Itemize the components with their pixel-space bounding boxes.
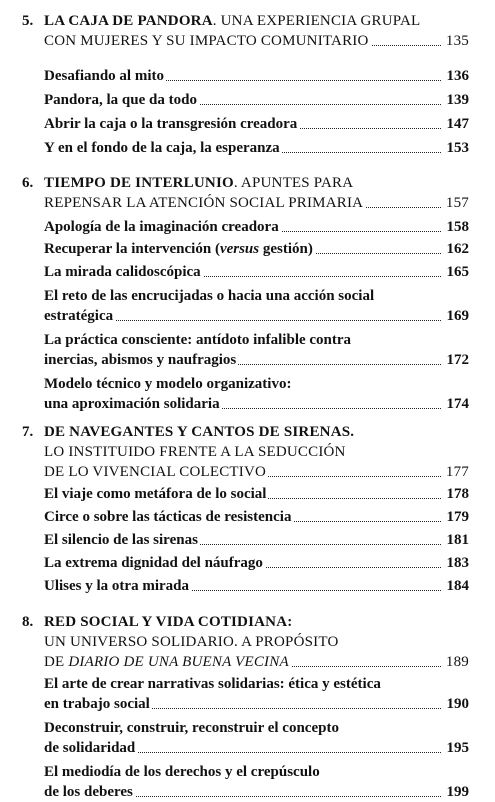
page-number: 136	[444, 66, 470, 86]
toc-entry: Circe o sobre las tácticas de resistencia 179	[44, 509, 469, 525]
chapter-title-line: RED SOCIAL Y VIDA COTIDIANA:	[44, 614, 293, 630]
page-number: 174	[444, 394, 470, 414]
chapter-number: 7.	[22, 424, 34, 440]
page-number: 172	[444, 350, 470, 370]
chapter-title-line: LA CAJA DE PANDORA. UNA EXPERIENCIA GRUPAL	[44, 13, 421, 29]
toc-entry: El arte de crear narrativas solidarias: ética y estética en trabajo social 190	[44, 676, 469, 712]
toc-entry: La mirada calidoscópica 165	[44, 264, 469, 280]
page-number: 169	[444, 306, 470, 326]
chapter-title	[44, 612, 469, 672]
chapter-title-line: DE NAVEGANTES Y CANTOS DE SIRENAS.	[44, 424, 355, 440]
chapter-title-line: DE DIARIO DE UNA BUENA VECINA 189	[44, 654, 469, 670]
toc-entry: Desafiando al mito 136	[44, 68, 469, 84]
page-number: 190	[444, 694, 470, 714]
chapter-title	[44, 11, 469, 51]
chapter-title-line: LO INSTITUIDO FRENTE A LA SEDUCCIÓN	[44, 444, 346, 460]
page-number: 162	[444, 239, 470, 259]
page-number: 181	[444, 530, 470, 550]
page-number: 135	[443, 31, 469, 51]
chapter-title-line: CON MUJERES Y SU IMPACTO COMUNITARIO 135	[44, 33, 469, 49]
toc-entry: La extrema dignidad del náufrago 183	[44, 555, 469, 571]
toc-entry: Y en el fondo de la caja, la esperanza 153	[44, 140, 469, 156]
toc-entry	[44, 239, 469, 259]
chapter-title	[44, 422, 469, 482]
page-number: 199	[444, 782, 470, 802]
page-number: 147	[444, 114, 470, 134]
page-number: 139	[444, 90, 470, 110]
page-number: 178	[444, 484, 470, 504]
chapter-number: 6.	[22, 175, 34, 191]
toc-entry: La práctica consciente: antídoto infalible contra inercias, abismos y naufragios 172	[44, 332, 469, 368]
toc-entry: El mediodía de los derechos y el crepúsculo de los deberes 199	[44, 764, 469, 800]
toc-entry: Modelo técnico y modelo organizativo: una aproximación solidaria 174	[44, 376, 469, 412]
page-number: 189	[443, 652, 469, 672]
toc-entry: Pandora, la que da todo 139	[44, 92, 469, 108]
toc-entry: El reto de las encrucijadas o hacia una acción social estratégica 169	[44, 288, 469, 324]
toc-entry: Deconstruir, construir, reconstruir el concepto de solidaridad 195	[44, 720, 469, 756]
page-number: 177	[443, 462, 469, 482]
page-number: 183	[444, 553, 470, 573]
versus-word: versus	[219, 241, 260, 257]
chapter-title-line: REPENSAR LA ATENCIÓN SOCIAL PRIMARIA 157	[44, 195, 469, 211]
toc-entry: Ulises y la otra mirada 184	[44, 578, 469, 594]
chapter-title-line: UN UNIVERSO SOLIDARIO. A PROPÓSITO	[44, 634, 339, 650]
toc-entry: Apología de la imaginación creadora 158	[44, 219, 469, 235]
chapter-title-line: DE LO VIVENCIAL COLECTIVO 177	[44, 464, 469, 480]
page-number: 153	[444, 138, 470, 158]
toc-entry: Abrir la caja o la transgresión creadora 147	[44, 116, 469, 132]
chapter-number: 8.	[22, 614, 34, 630]
toc-entry: El viaje como metáfora de lo social 178	[44, 486, 469, 502]
page-number: 195	[444, 738, 470, 758]
toc-entry: El silencio de las sirenas 181	[44, 532, 469, 548]
page-number: 184	[444, 576, 470, 596]
chapter-title	[44, 173, 469, 213]
entry-versus: Recuperar la intervención (versus gestión)	[44, 241, 313, 257]
page-number: 165	[444, 262, 470, 282]
chapter-title-line: TIEMPO DE INTERLUNIO. APUNTES PARA	[44, 175, 354, 191]
page-number: 158	[444, 217, 470, 237]
page-number: 179	[444, 507, 470, 527]
chapter-number: 5.	[22, 13, 34, 29]
page-number: 157	[443, 193, 469, 213]
book-title: DIARIO DE UNA BUENA VECINA	[68, 654, 289, 670]
